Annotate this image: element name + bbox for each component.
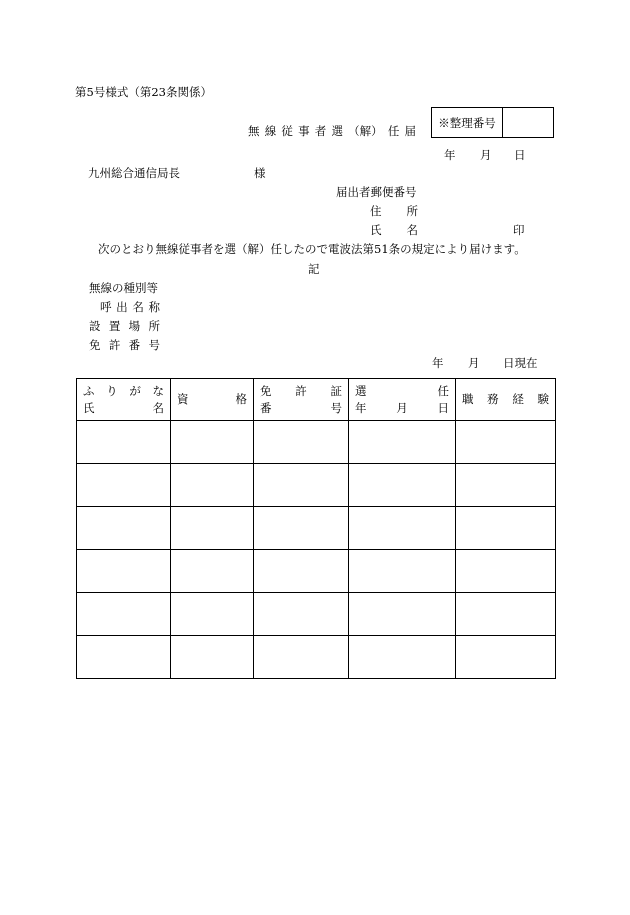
table-row (77, 636, 556, 679)
table-row (77, 421, 556, 464)
title-char: 事 (298, 124, 310, 138)
header-experience: 職 務 経 験 (456, 379, 556, 421)
callsign-label: 呼 出 名 称 (100, 300, 160, 314)
cell-appointment-date[interactable] (349, 593, 456, 636)
statement: 次のとおり無線従事者を選（解）任したので電波法第51条の規定により届けます。 (98, 242, 526, 256)
cell-experience[interactable] (456, 550, 556, 593)
cell-license-number[interactable] (254, 507, 349, 550)
table-row (77, 550, 556, 593)
title-char: 届 (404, 124, 416, 138)
postal-code-label: 届出者郵便番号 (336, 185, 417, 199)
title-char: 線 (264, 124, 277, 138)
cell-name[interactable] (77, 464, 171, 507)
cell-qualification[interactable] (171, 636, 254, 679)
reference-number-field[interactable] (503, 108, 553, 137)
cell-qualification[interactable] (171, 421, 254, 464)
cell-license-number[interactable] (254, 593, 349, 636)
cell-qualification[interactable] (171, 464, 254, 507)
radio-type-label: 無線の種別等 (89, 281, 158, 295)
cell-qualification[interactable] (171, 593, 254, 636)
name-label: 氏 名 (370, 223, 418, 237)
cell-experience[interactable] (456, 593, 556, 636)
header-appointment-date: 選 任 年 月 日 (349, 379, 456, 421)
table-row (77, 464, 556, 507)
date-year-label: 年 (444, 148, 456, 162)
reference-number-label: ※整理番号 (432, 108, 503, 137)
header-name: ふ り が な 氏 名 (77, 379, 171, 421)
appointment-table (76, 378, 556, 679)
cell-name[interactable] (77, 421, 171, 464)
table-row (77, 593, 556, 636)
cell-experience[interactable] (456, 636, 556, 679)
address-label: 住 所 (370, 204, 418, 218)
cell-experience[interactable] (456, 464, 556, 507)
cell-name[interactable] (77, 550, 171, 593)
cell-license-number[interactable] (254, 464, 349, 507)
location-label: 設 置 場 所 (89, 319, 160, 333)
date-day-label: 日 (514, 148, 526, 162)
form-title (248, 126, 416, 138)
cell-name[interactable] (77, 593, 171, 636)
cell-appointment-date[interactable] (349, 464, 456, 507)
cell-experience[interactable] (456, 507, 556, 550)
cell-experience[interactable] (456, 421, 556, 464)
date-month-label: 月 (480, 148, 492, 162)
honorific: 様 (254, 166, 266, 180)
form-number: 第5号様式（第23条関係） (75, 85, 212, 99)
title-char: 無 (248, 124, 260, 138)
cell-name[interactable] (77, 636, 171, 679)
cell-qualification[interactable] (171, 550, 254, 593)
cell-name[interactable] (77, 507, 171, 550)
cell-license-number[interactable] (254, 636, 349, 679)
title-char: （解） (348, 124, 383, 138)
license-number-label: 免 許 番 号 (89, 338, 160, 352)
header-license-number: 免 許 証 番 号 (254, 379, 349, 421)
table-header-row (77, 379, 556, 421)
title-char: 任 (387, 124, 400, 138)
title-char: 者 (314, 124, 327, 138)
cell-appointment-date[interactable] (349, 550, 456, 593)
header-qualification: 資 格 (171, 379, 254, 421)
ki-mark: 記 (308, 262, 320, 276)
table-row (77, 507, 556, 550)
cell-license-number[interactable] (254, 550, 349, 593)
cell-appointment-date[interactable] (349, 636, 456, 679)
reference-number-box (431, 107, 554, 138)
cell-qualification[interactable] (171, 507, 254, 550)
seal-mark: 印 (513, 223, 525, 237)
addressee: 九州総合通信局長 (88, 166, 180, 180)
cell-license-number[interactable] (254, 421, 349, 464)
cell-appointment-date[interactable] (349, 507, 456, 550)
cell-appointment-date[interactable] (349, 421, 456, 464)
title-char: 従 (281, 124, 293, 138)
title-char: 選 (331, 124, 343, 138)
